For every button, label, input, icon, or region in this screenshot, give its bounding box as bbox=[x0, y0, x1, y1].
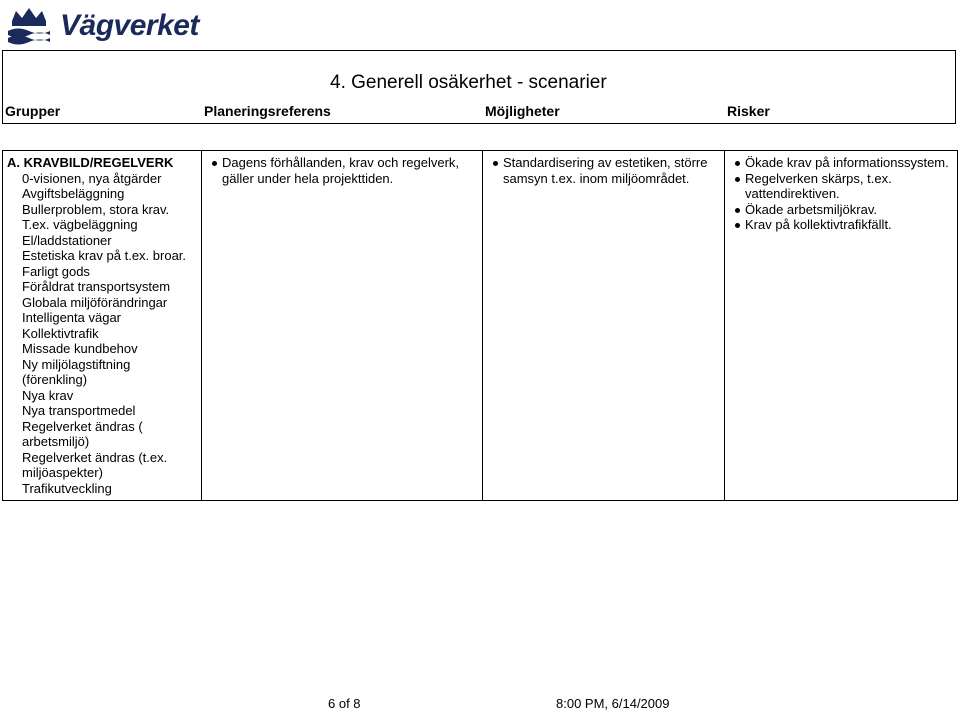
list-item bbox=[22, 481, 197, 497]
crown-emblem-icon bbox=[6, 5, 52, 47]
page-title: 4. Generell osäkerhet - scenarier bbox=[330, 72, 607, 93]
list-item-text: (förenkling) bbox=[22, 372, 88, 387]
planning-cell bbox=[202, 151, 483, 501]
list-item-text: Föråldrat transportsystem bbox=[22, 279, 171, 294]
list-item-text: Regelverken skärps, t.ex. vattendirektiven. bbox=[745, 170, 892, 201]
risks-list bbox=[729, 155, 953, 233]
list-item-text: Kollektivtrafik bbox=[22, 325, 99, 341]
list-item bbox=[22, 419, 197, 435]
list-item-text: Dagens förhållanden, krav och regelverk, gäller under hela projekttiden. bbox=[222, 155, 460, 186]
list-item-text: arbetsmiljö) bbox=[22, 434, 90, 449]
list-item bbox=[22, 186, 197, 202]
list-item bbox=[22, 279, 197, 295]
column-header-planning: Planeringsreferens bbox=[204, 103, 331, 119]
list-item bbox=[22, 295, 197, 311]
list-item-text: Farligt gods bbox=[22, 263, 90, 279]
list-item-text: Nya transportmedel bbox=[22, 403, 136, 418]
list-item-text: Regelverket ändras ( bbox=[22, 418, 143, 434]
page-number: 6 of 8 bbox=[328, 696, 361, 711]
list-item-text: Bullerproblem, stora krav. bbox=[22, 201, 170, 217]
list-item bbox=[22, 171, 197, 187]
list-item bbox=[22, 357, 197, 373]
opportunities-cell bbox=[483, 151, 725, 501]
group-items bbox=[7, 171, 197, 497]
list-item bbox=[22, 465, 197, 481]
list-item-text: 0-visionen, nya åtgärder bbox=[22, 170, 162, 186]
bullet-icon bbox=[493, 161, 498, 166]
opportunities-list bbox=[487, 155, 720, 186]
list-item bbox=[22, 341, 197, 357]
risks-cell bbox=[725, 151, 958, 501]
column-header-risks: Risker bbox=[727, 103, 770, 119]
list-item bbox=[729, 171, 953, 202]
list-item bbox=[22, 233, 197, 249]
bullet-icon bbox=[735, 223, 740, 228]
list-item bbox=[22, 326, 197, 342]
list-item-text: Intelligenta vägar bbox=[22, 310, 122, 325]
group-title: A. KRAVBILD/REGELVERK bbox=[7, 155, 174, 170]
list-item bbox=[22, 248, 197, 264]
planning-list bbox=[206, 155, 478, 186]
list-item bbox=[22, 310, 197, 326]
list-item-text: Ökade krav på informationssystem. bbox=[745, 155, 949, 170]
column-header-opportunities: Möjligheter bbox=[485, 103, 560, 119]
list-item-text: El/laddstationer bbox=[22, 232, 112, 248]
bullet-icon bbox=[735, 161, 740, 166]
list-item-text: Ny miljölagstiftning bbox=[22, 356, 131, 372]
list-item bbox=[22, 450, 197, 466]
list-item bbox=[22, 217, 197, 233]
list-item-text: Nya krav bbox=[22, 387, 74, 403]
list-item bbox=[22, 434, 197, 450]
list-item-text: Missade kundbehov bbox=[22, 341, 138, 356]
list-item-text: Krav på kollektivtrafikfällt. bbox=[745, 217, 892, 232]
column-headers bbox=[3, 103, 955, 123]
scenario-table bbox=[2, 150, 958, 501]
list-item-text: Avgiftsbeläggning bbox=[22, 186, 125, 201]
table-row bbox=[3, 151, 958, 501]
list-item-text: Regelverket ändras (t.ex. bbox=[22, 449, 168, 465]
list-item bbox=[729, 155, 953, 171]
column-header-groups: Grupper bbox=[5, 103, 61, 119]
list-item bbox=[22, 403, 197, 419]
list-item-text: Ökade arbetsmiljökrav. bbox=[745, 201, 877, 217]
list-item-text: Trafikutveckling bbox=[22, 480, 112, 496]
list-item bbox=[22, 388, 197, 404]
list-item-text: Globala miljöförändringar bbox=[22, 294, 168, 310]
list-item-text: Estetiska krav på t.ex. broar. bbox=[22, 248, 187, 263]
list-item-text: Standardisering av estetiken, större samsyn t.ex. inom miljöområdet. bbox=[503, 155, 708, 186]
group-cell bbox=[3, 151, 202, 501]
list-item-text: miljöaspekter) bbox=[22, 465, 103, 480]
list-item bbox=[22, 372, 197, 388]
brand-name: Vägverket bbox=[60, 9, 199, 42]
list-item bbox=[729, 202, 953, 218]
list-item-text: T.ex. vägbeläggning bbox=[22, 217, 138, 232]
list-item bbox=[206, 155, 478, 186]
list-item bbox=[22, 202, 197, 218]
brand-logo bbox=[6, 4, 199, 48]
list-item bbox=[22, 264, 197, 280]
list-item bbox=[487, 155, 720, 186]
bullet-icon bbox=[735, 177, 740, 182]
bullet-icon bbox=[212, 161, 217, 166]
list-item bbox=[729, 217, 953, 233]
timestamp: 8:00 PM, 6/14/2009 bbox=[556, 696, 670, 711]
bullet-icon bbox=[735, 208, 740, 213]
